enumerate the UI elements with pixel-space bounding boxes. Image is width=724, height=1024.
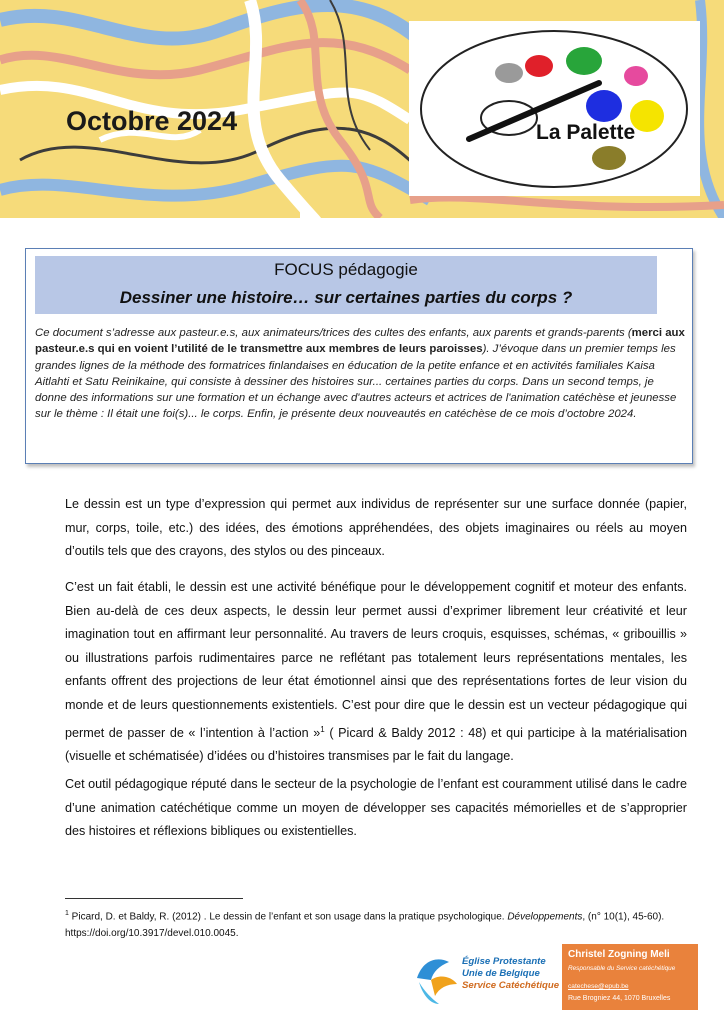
org-line-2: Unie de Belgique — [462, 968, 540, 979]
intro-bold: merci aux pasteur.e.s qui en voient l’utilité de le transmettre aux membres de leurs paroisses — [35, 327, 685, 356]
page-month-title: Octobre 2024 — [66, 106, 238, 136]
focus-header — [35, 256, 657, 314]
contact-address: Rue Brogniez 44, 1070 Bruxelles — [568, 995, 671, 1002]
focus-title: FOCUS pédagogie — [274, 260, 418, 279]
focus-intro — [35, 325, 685, 423]
org-line-3: Service Catéchétique — [462, 980, 560, 991]
org-name — [462, 956, 559, 992]
footnote-journal: Développements — [507, 911, 583, 923]
body-paragraph-2 — [65, 576, 687, 769]
footnote-divider — [65, 898, 243, 899]
contact-name: Christel Zogning Meli — [568, 949, 670, 960]
header-banner — [0, 0, 724, 218]
org-line-1: Église Protestante — [462, 956, 546, 967]
intro-text-2: ). J’évoque dans un premier temps les grandes lignes de la méthode des formatrices finlandaises en éducation de la petite enfance et en activités familiales Kaisa Aitlahti et Satu Reinikaine, qui consiste à dessiner des histoires sur... certaines parties du corps. Dans un second temps, je donne des informations sur une formation et un échange avec d'autres acteurs et actrices de l'animation catéchèse et jeunesse sur le thème : Il était une foi(s)... le corps. Enfin, je présente deux nouveautés en catéchèse de ce mois d’octobre 2024. — [35, 343, 677, 421]
la-palette-logo — [409, 21, 700, 196]
palette-icon — [409, 21, 700, 196]
contact-role: Responsable du Service catéchétique — [568, 965, 676, 972]
logo-text: La Palette — [536, 121, 636, 144]
contact-email-link[interactable]: catechese@epub.be — [568, 983, 629, 990]
footnote-text-b[interactable]: , (n° 10(1), 45-60). https://doi.org/10.3917/devel.010.0045. — [65, 911, 665, 940]
dove-icon — [409, 948, 461, 1008]
body-paragraph-3: Cet outil pédagogique réputé dans le secteur de la psychologie de l’enfant est couramment utilisé dans le cadre d’une animation catéchétique comme un moyen de développer ses capacités mémorielles et de s’approprier des histoires et réflexions bibliques ou existentielles. — [65, 777, 687, 839]
footnote — [65, 905, 685, 942]
body-paragraph-2-text: C’est un fait établi, le dessin est une activité bénéfique pour le développement cognitif et moteur des enfants. Bien au-delà de ces deux aspects, le dessin leur permet aussi d’exprimer librement leur créativité et leur imagination tout en affirmant leur personnalité. Au travers de leurs croquis, esquisses, schémas, « gribouillis » ou illustrations parfois rudimentaires parce ne reflétant pas totalement leurs représentations mentales, les enfants offrent des projections de leur état émotionnel ainsi que des représentations fortes de leur vision du monde et de leurs questionnements existentiels. C’est pour dire que le dessin est un vecteur pédagogique qui permet de passer de « l’intention à l’action » — [65, 580, 687, 740]
footnote-ref[interactable]: 1 — [320, 724, 325, 734]
intro-text-1: Ce document s’adresse aux pasteur.e.s, aux animateurs/trices des cultes des enfants, aux parents et grands-parents ( — [35, 327, 632, 339]
body-paragraph-2-end: ( Picard & Baldy 2012 : 48) et qui participe à la matérialisation (visuelle et schématisée) d’idées ou d’histoires transmises par le fait du langage. — [65, 725, 687, 764]
body-paragraph-1: Le dessin est un type d’expression qui permet aux individus de représenter sur une surface donnée (papier, mur, corps, toile, etc.) des idées, des émotions appréhendées, des objets imaginaires ou réels au moyen d’outils tels que des crayons, des stylos ou des pinceaux. — [65, 497, 687, 559]
footnote-text-a: Picard, D. et Baldy, R. (2012) . Le dessin de l’enfant et son usage dans la pratique psychologique. — [68, 911, 508, 923]
footnote-number: 1 — [65, 910, 69, 917]
contact-card — [562, 944, 698, 1010]
focus-subtitle: Dessiner une histoire… sur certaines parties du corps ? — [119, 288, 573, 307]
focus-box — [25, 248, 693, 464]
